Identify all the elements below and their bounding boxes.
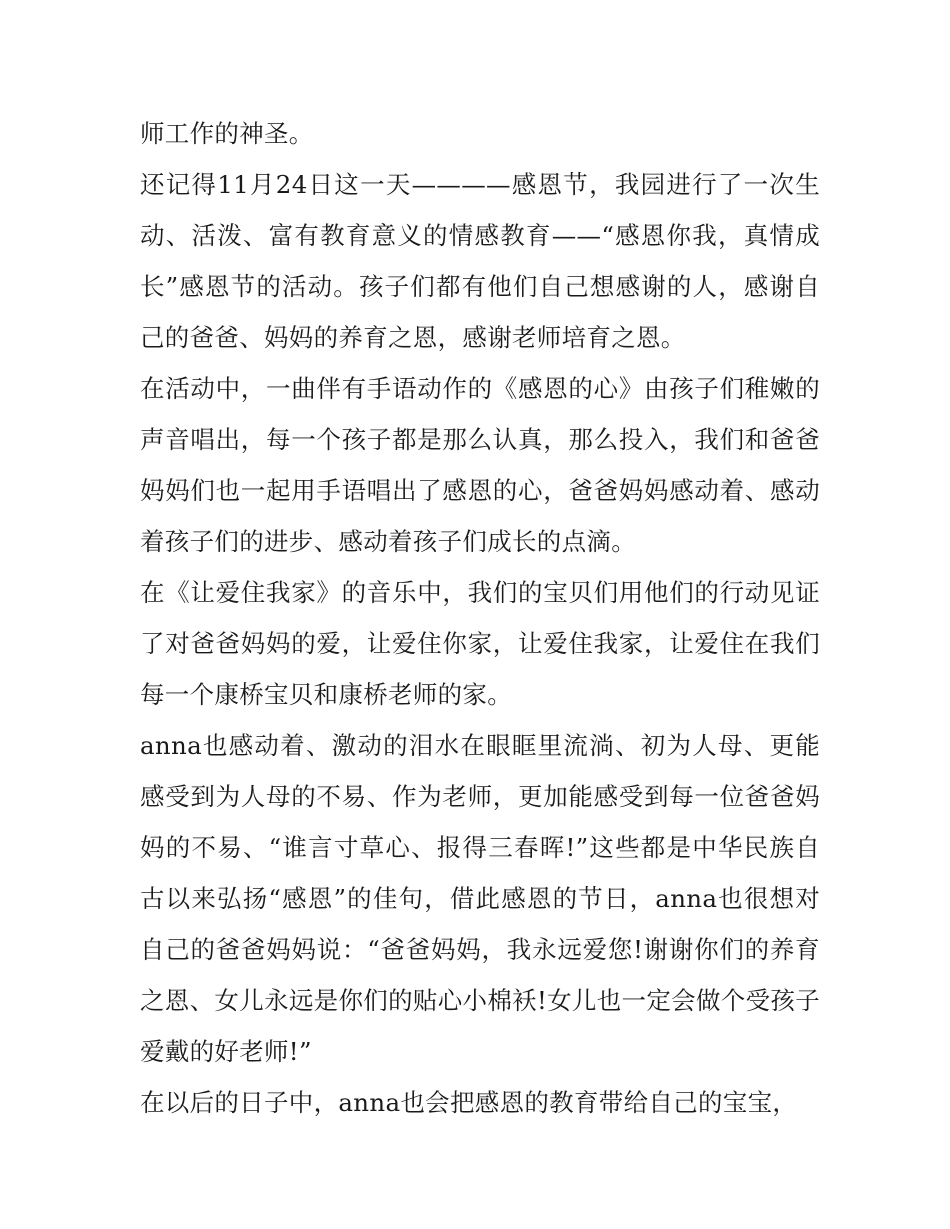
document-body xyxy=(140,108,820,1128)
paragraph: 在《让爱住我家》的音乐中，我们的宝贝们用他们的行动见证了对爸爸妈妈的爱，让爱住你家，让爱住我家，让爱住在我们每一个康桥宝贝和康桥老师的家。 xyxy=(140,578,820,709)
paragraph: 师工作的神圣。 xyxy=(140,119,314,148)
paragraph: anna也感动着、激动的泪水在眼眶里流淌、初为人母、更能感受到为人母的不易、作为老师，更加能感受到每一位爸爸妈妈的不易、“谁言寸草心、报得三春晖!”这些都是中华民族自古以来弘扬“感恩”的佳句，借此感恩的节日，anna也很想对自己的爸爸妈妈说：“爸爸妈妈，我永远爱您!谢谢你们的养育之恩、女儿永远是你们的贴心小棉袄!女儿也一定会做个受孩子爱戴的好老师!” xyxy=(140,731,820,1066)
paragraph: 在以后的日子中，anna也会把感恩的教育带给自己的宝宝， xyxy=(140,1088,798,1117)
paragraph: 还记得11月24日这一天————感恩节，我园进行了一次生动、活泼、富有教育意义的情感教育——“感恩你我，真情成长”感恩节的活动。孩子们都有他们自己想感谢的人，感谢自己的爸爸、妈妈的养育之恩，感谢老师培育之恩。 xyxy=(140,170,820,352)
paragraph: 在活动中，一曲伴有手语动作的《感恩的心》由孩子们稚嫩的声音唱出，每一个孩子都是那么认真，那么投入，我们和爸爸妈妈们也一起用手语唱出了感恩的心，爸爸妈妈感动着、感动着孩子们的进步、感动着孩子们成长的点滴。 xyxy=(140,374,820,556)
